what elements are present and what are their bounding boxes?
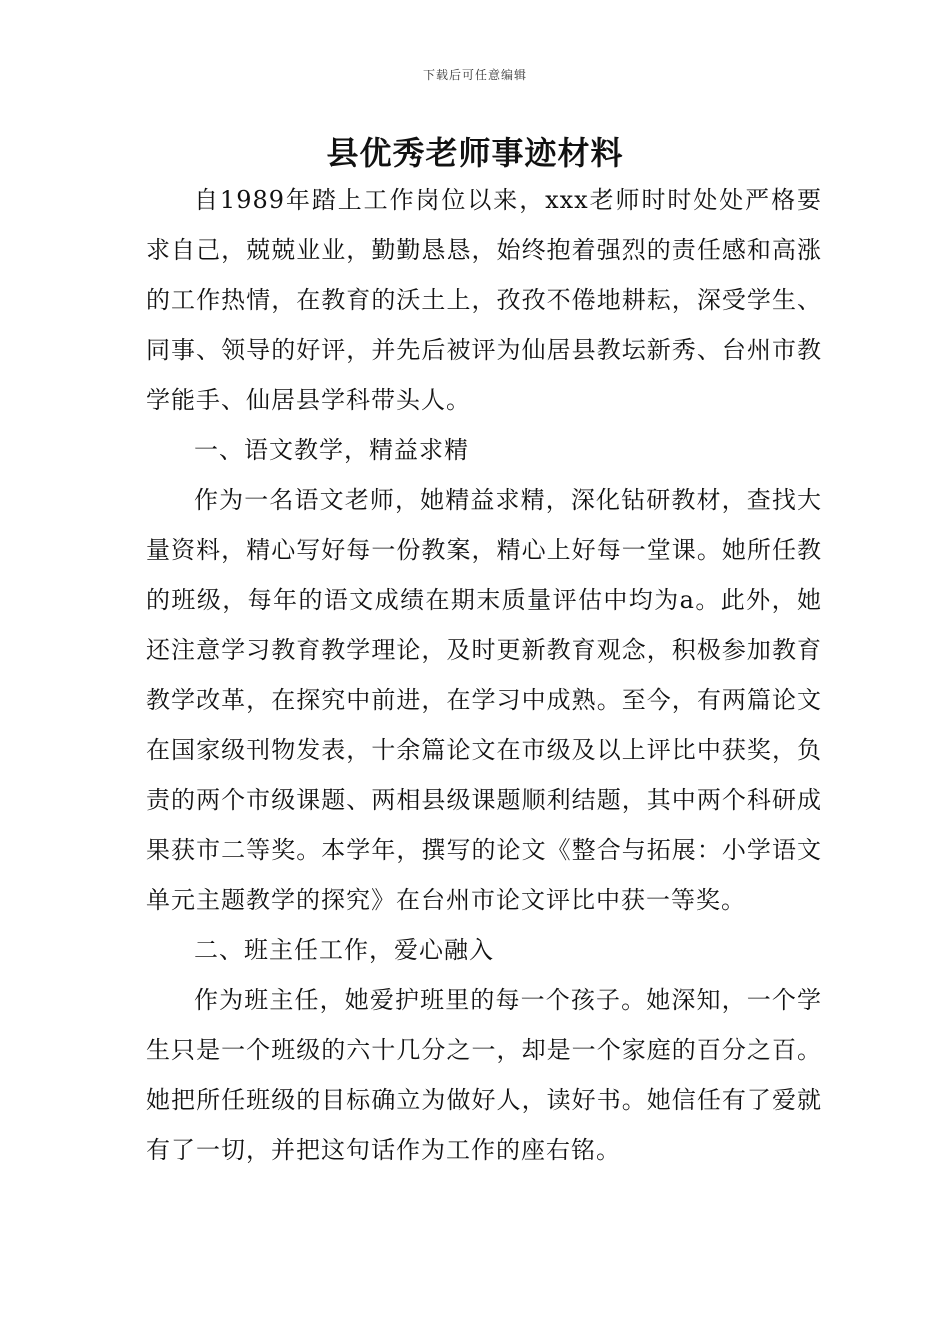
paragraph-class-teacher: 作为班主任，她爱护班里的每一个孩子。她深知，一个学生只是一个班级的六十几分之一，却是一个家庭的百分之百。她把所任班级的目标确立为做好人，读好书。她信任有了爱就有了一切，并把这句话作为工作的座右铭。: [146, 986, 822, 1164]
paragraph-chinese-teaching: 作为一名语文老师，她精益求精，深化钻研教材，查找大量资料，精心写好每一份教案，精心上好每一堂课。她所任教的班级，每年的语文成绩在期末质量评估中均为a。此外，她还注意学习教育教学理论，及时更新教育观念，积极参加教育教学改革，在探究中前进，在学习中成熟。至今，有两篇论文在国家级刊物发表，十余篇论文在市级及以上评比中获奖，负责的两个市级课题、两相县级课题顺利结题，其中两个科研成果获市二等奖。本学年，撰写的论文《整合与拓展：小学语文单元主题教学的探究》在台州市论文评比中获一等奖。: [146, 486, 822, 914]
section-heading-class-teacher: 二、班主任工作，爱心融入: [194, 936, 494, 964]
paragraph-intro: 自1989年踏上工作岗位以来，xxx老师时时处处严格要求自己，兢兢业业，勤勤恳恳，始终抱着强烈的责任感和高涨的工作热情，在教育的沃土上，孜孜不倦地耕耘，深受学生、同事、领导的好评，并先后被评为仙居县教坛新秀、台州市教学能手、仙居县学科带头人。: [146, 186, 822, 414]
section-heading-chinese-teaching: 一、语文教学，精益求精: [194, 436, 469, 464]
document-title: 县优秀老师事迹材料: [326, 134, 624, 172]
header-note: 下载后可任意编辑: [422, 68, 527, 82]
document-body: [146, 175, 822, 1175]
